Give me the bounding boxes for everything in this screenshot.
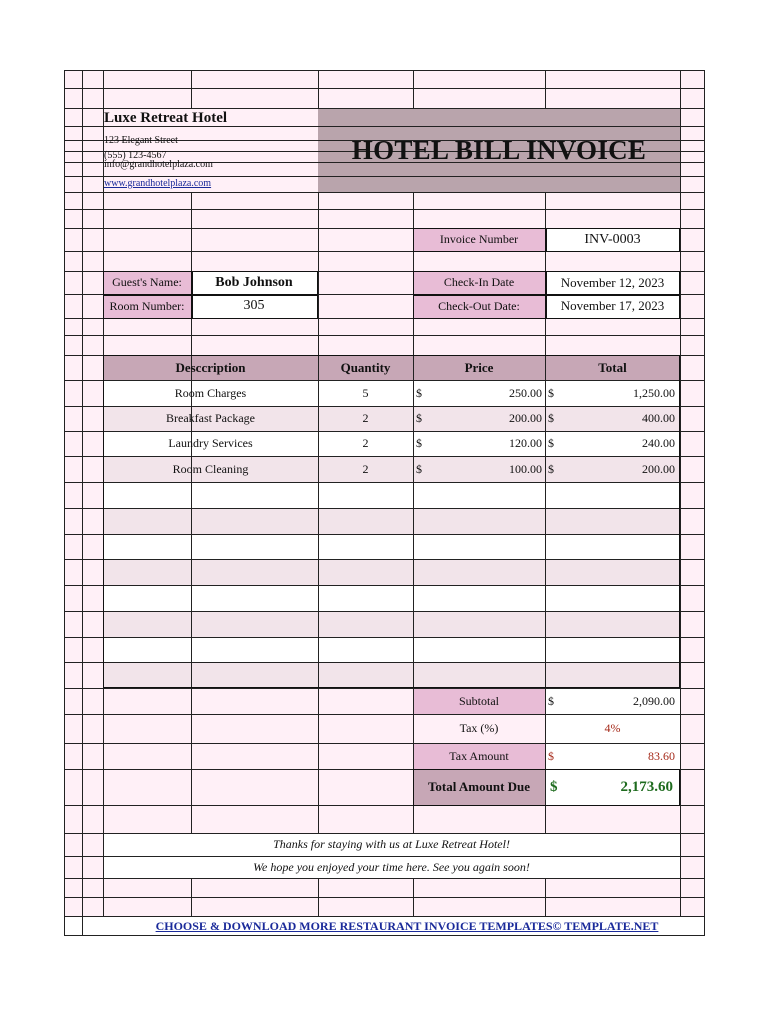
guest-name-value[interactable]: Bob Johnson [215,275,293,290]
invoice-number-label: Invoice Number [439,232,519,246]
row-price-currency: $ [416,462,422,476]
row-total-currency: $ [548,462,554,476]
grid-line [413,70,414,108]
invoice-number-value[interactable]: INV-0003 [584,232,641,247]
invoice-title: HOTEL BILL INVOICE [351,135,647,165]
row-total-currency: $ [548,436,554,450]
header-quantity: Quantity [340,360,391,375]
grid-line [545,878,546,916]
header-price: Price [464,360,494,375]
row-price[interactable]: 200.00 [509,411,542,425]
total-due-value: 2,173.60 [620,779,673,795]
tax-amount-value: 83.60 [648,749,675,763]
row-quantity[interactable]: 2 [362,462,369,476]
grid-line [545,70,546,108]
room-number-label: Room Number: [109,299,185,313]
row-description: Laundry Services [168,436,253,450]
invoice-sheet [64,70,705,936]
hotel-website-link[interactable]: www.grandhotelplaza.com [104,178,212,189]
subtotal-label: Subtotal [458,694,499,708]
row-quantity[interactable]: 2 [362,436,369,450]
grid-line [64,209,705,210]
grid-line [64,70,65,936]
room-number-value[interactable]: 305 [243,298,265,313]
grid-line [64,878,705,879]
row-description: Breakfast Package [166,411,255,425]
tax-amount-currency: $ [548,749,554,763]
checkin-value[interactable]: November 12, 2023 [560,275,665,290]
row-price[interactable]: 250.00 [509,386,542,400]
grid-line [318,878,319,916]
grid-line [64,897,705,898]
thanks-message: Thanks for staying with us at Luxe Retreat Hotel! [273,837,510,851]
checkout-label: Check-Out Date: [438,299,520,313]
row-quantity[interactable]: 2 [362,411,369,425]
total-due-label: Total Amount Due [427,779,531,794]
hotel-phone: (555) 123-4567 [104,150,167,161]
grid-line [82,70,83,936]
checkin-label: Check-In Date [443,275,515,289]
header-description: Desccription [175,360,246,375]
grid-line [318,70,319,108]
row-total-currency: $ [548,411,554,425]
row-description: Room Cleaning [172,462,249,476]
guest-name-label: Guest's Name: [112,275,182,289]
checkout-value[interactable]: November 17, 2023 [560,298,665,313]
row-total: 200.00 [642,462,675,476]
hotel-email[interactable]: info@grandhotelplaza.com [104,159,213,170]
row-description: Room Charges [174,386,247,400]
grid-line [64,70,705,71]
row-total: 400.00 [642,411,675,425]
grid-line [64,335,705,336]
grid-line [191,70,192,108]
grid-line [413,878,414,916]
subtotal-currency: $ [548,694,554,708]
hotel-name: Luxe Retreat Hotel [104,110,228,126]
tax-label: Tax (%) [459,721,499,735]
row-price-currency: $ [416,411,422,425]
grid-line [64,192,705,193]
grid-line [704,70,705,936]
tax-amount-label: Tax Amount [449,749,509,763]
row-price[interactable]: 120.00 [509,436,542,450]
total-due-currency: $ [550,779,558,795]
row-price-currency: $ [416,386,422,400]
hotel-address: 123 Elegant Street [104,135,178,146]
tax-value[interactable]: 4% [604,721,621,735]
row-total: 240.00 [642,436,675,450]
row-quantity[interactable]: 5 [362,386,369,400]
row-price-currency: $ [416,436,422,450]
templates-link[interactable]: CHOOSE & DOWNLOAD MORE RESTAURANT INVOICE TEMPLATES© TEMPLATE.NET [155,919,659,933]
grid-line [680,70,681,916]
row-total: 1,250.00 [633,386,675,400]
header-total: Total [598,360,627,375]
row-total-currency: $ [548,386,554,400]
grid-line [191,878,192,916]
grid-line [64,88,705,89]
hope-message: We hope you enjoyed your time here. See you again soon! [253,860,530,874]
subtotal-value: 2,090.00 [633,694,675,708]
row-price[interactable]: 100.00 [509,462,542,476]
